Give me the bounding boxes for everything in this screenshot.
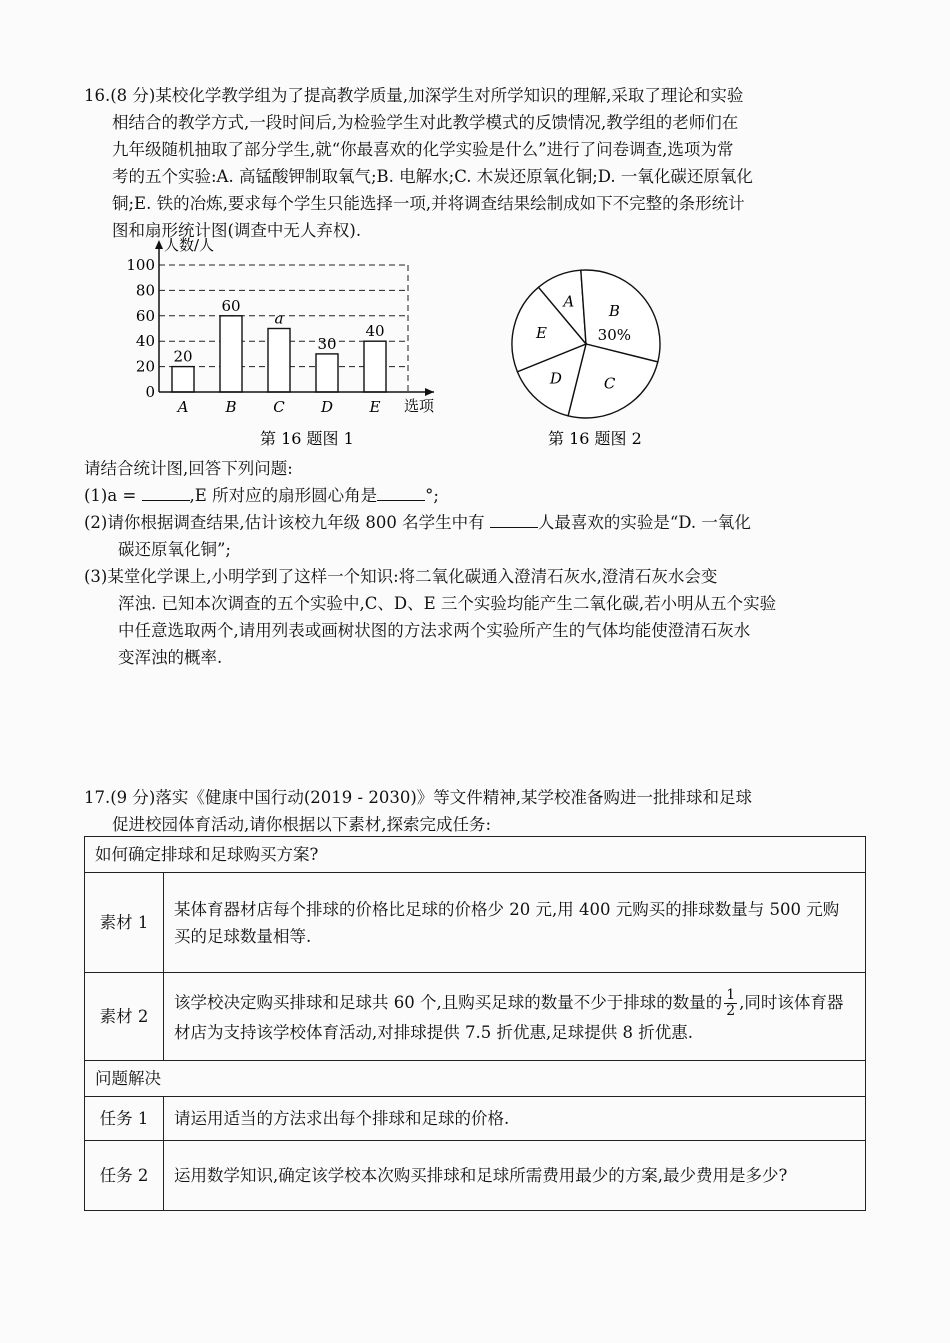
bar-label-A: 20	[173, 347, 193, 366]
question-17	[84, 784, 874, 838]
category-D: D	[320, 398, 334, 416]
pie-chart-title: 第 16 题图 2	[548, 429, 642, 448]
q16-sub1-c: °;	[425, 486, 439, 505]
section-problem-solving: 问题解决	[85, 1061, 866, 1097]
q16-sub1-label: (1)	[84, 486, 108, 505]
bar-chart-ylabel: 人数/人	[164, 236, 215, 254]
bar-B	[220, 316, 242, 392]
table-header: 如何确定排球和足球购买方案?	[85, 837, 866, 873]
ytick-label-100: 100	[126, 256, 155, 274]
ytick-label-0: 0	[145, 383, 155, 401]
q16-sub-3	[84, 563, 874, 671]
q16-sub-1	[84, 482, 874, 509]
material-2-text-a: 该学校决定购买排球和足球共 60 个,且购买足球的数量不少于排球的数量的	[174, 992, 723, 1012]
q16-prompt: 请结合统计图,回答下列问题:	[84, 459, 293, 478]
bar-label-B: 60	[221, 296, 241, 315]
q16-sub2-c: 碳还原氧化铜”;	[118, 540, 231, 559]
q16-intro-2: 相结合的教学方式,一段时间后,为检验学生对此教学模式的反馈情况,教学组的老师们在	[112, 113, 739, 132]
q16-sub2-label: (2)	[84, 513, 108, 532]
q16-figures	[112, 232, 892, 454]
q16-intro-1: 某校化学教学组为了提高教学质量,加深学生对所学知识的理解,采取了理论和实验	[155, 86, 744, 105]
material-1-text: 某体育器材店每个排球的价格比足球的价格少 20 元,用 400 元购买的排球数量与 500 元购买的足球数量相等.	[164, 873, 866, 973]
bar-label-C: a	[274, 309, 284, 328]
bar-chart	[112, 232, 472, 454]
bar-chart-xlabel: 选项	[404, 397, 435, 415]
material-2-text	[164, 973, 866, 1061]
answer-blank-count[interactable]	[490, 511, 538, 528]
q16-sub1-a: a =	[107, 486, 137, 505]
q17-points: (9 分)	[110, 788, 156, 807]
q16-points: (8 分)	[110, 86, 156, 105]
bar-D	[316, 354, 338, 392]
category-B: B	[225, 398, 237, 416]
bar-label-E: 40	[365, 322, 385, 341]
q17-intro-1: 落实《健康中国行动(2019 - 2030)》等文件精神,某学校准备购进一批排球和足球	[155, 788, 753, 807]
x-axis-arrow	[425, 388, 434, 396]
pie-chart	[502, 232, 742, 454]
fraction-numerator: 1	[726, 986, 736, 1003]
material-2-text-b: ,同时该体育器材店为支持该学校体育活动,对排球提供 7.5 折优惠,足球提供 8 折优惠.	[174, 992, 844, 1042]
pie-label-B: B	[608, 302, 620, 321]
answer-blank-angle[interactable]	[377, 484, 425, 501]
bar-chart-bars	[172, 297, 386, 392]
task-1-label: 任务 1	[85, 1097, 164, 1141]
q17-line-1	[84, 784, 874, 811]
q16-line-1	[84, 82, 874, 109]
pie-label-C: C	[603, 374, 616, 393]
bar-chart-title: 第 16 题图 1	[260, 429, 354, 448]
ytick-label-80: 80	[135, 281, 155, 300]
q16-sub1-b: ,E 所对应的扇形圆心角是	[189, 486, 378, 505]
q16-intro-4: 考的五个实验:A. 高锰酸钾制取氧气;B. 电解水;C. 木炭还原氧化铜;D. 一氧化碳还原氧化	[112, 167, 753, 186]
bar-label-D: 30	[317, 334, 337, 353]
ytick-label-60: 60	[135, 306, 155, 325]
pie-label-E: E	[536, 323, 547, 342]
bar-chart-categories	[176, 398, 381, 416]
category-A: A	[177, 398, 189, 416]
answer-blank-a[interactable]	[142, 484, 190, 501]
q16-intro-5: 铜;E. 铁的冶炼,要求每个学生只能选择一项,并将调查结果绘制成如下不完整的条形统计	[112, 194, 745, 213]
q17-number: 17.	[84, 788, 111, 807]
q16-sub2-b: 人最喜欢的实验是“D. 一氧化	[537, 513, 751, 532]
pie-label-A: A	[563, 292, 575, 311]
q16-sub3-line-4: 变浑浊的概率.	[118, 648, 223, 667]
material-1-label: 素材 1	[85, 873, 164, 973]
q16-intro-6: 图和扇形统计图(调查中无人弃权).	[112, 221, 362, 240]
q16-sub3-line-1: 某堂化学课上,小明学到了这样一个知识:将二氧化碳通入澄清石灰水,澄清石灰水会变	[107, 567, 718, 586]
q16-intro-3: 九年级随机抽取了部分学生,就“你最喜欢的化学实验是什么”进行了问卷调查,选项为常	[112, 140, 734, 159]
q16-number: 16.	[84, 86, 111, 105]
task-1-text: 请运用适当的方法求出每个排球和足球的价格.	[164, 1097, 866, 1141]
task-2-label: 任务 2	[85, 1141, 164, 1211]
pie-percent-B: 30%	[597, 326, 632, 345]
task-2-text: 运用数学知识,确定该学校本次购买排球和足球所需费用最少的方案,最少费用是多少?	[164, 1141, 866, 1211]
ytick-label-40: 40	[135, 332, 155, 351]
y-axis-arrow	[155, 240, 163, 249]
q16-sub-2	[84, 509, 874, 563]
bar-chart-axes	[155, 240, 434, 396]
q16-sub3-line-3: 中任意选取两个,请用列表或画树状图的方法求两个实验所产生的气体均能使澄清石灰水	[118, 621, 751, 640]
bar-E	[364, 341, 386, 392]
q17-table	[84, 836, 866, 1211]
q16-sub3-label: (3)	[84, 567, 108, 586]
q16-sub2-a: 请你根据调查结果,估计该校九年级 800 名学生中有	[107, 513, 485, 532]
ytick-label-20: 20	[135, 357, 155, 376]
question-16	[84, 82, 874, 244]
pie-label-D: D	[549, 369, 562, 388]
fraction-one-half	[724, 988, 737, 1019]
category-E: E	[369, 398, 381, 416]
bar-A	[172, 367, 194, 392]
fraction-denominator: 2	[726, 1002, 736, 1019]
bar-chart-yticks	[126, 256, 155, 401]
question-16-parts	[84, 455, 874, 671]
bar-C	[268, 329, 290, 393]
pie-chart-slices	[512, 270, 660, 418]
q16-sub3-line-2: 浑浊. 已知本次调查的五个实验中,C、D、E 三个实验均能产生二氧化碳,若小明从五个实验	[118, 594, 777, 613]
category-C: C	[273, 398, 285, 416]
material-2-label: 素材 2	[85, 973, 164, 1061]
q17-intro-2: 促进校园体育活动,请你根据以下素材,探索完成任务:	[112, 815, 492, 834]
